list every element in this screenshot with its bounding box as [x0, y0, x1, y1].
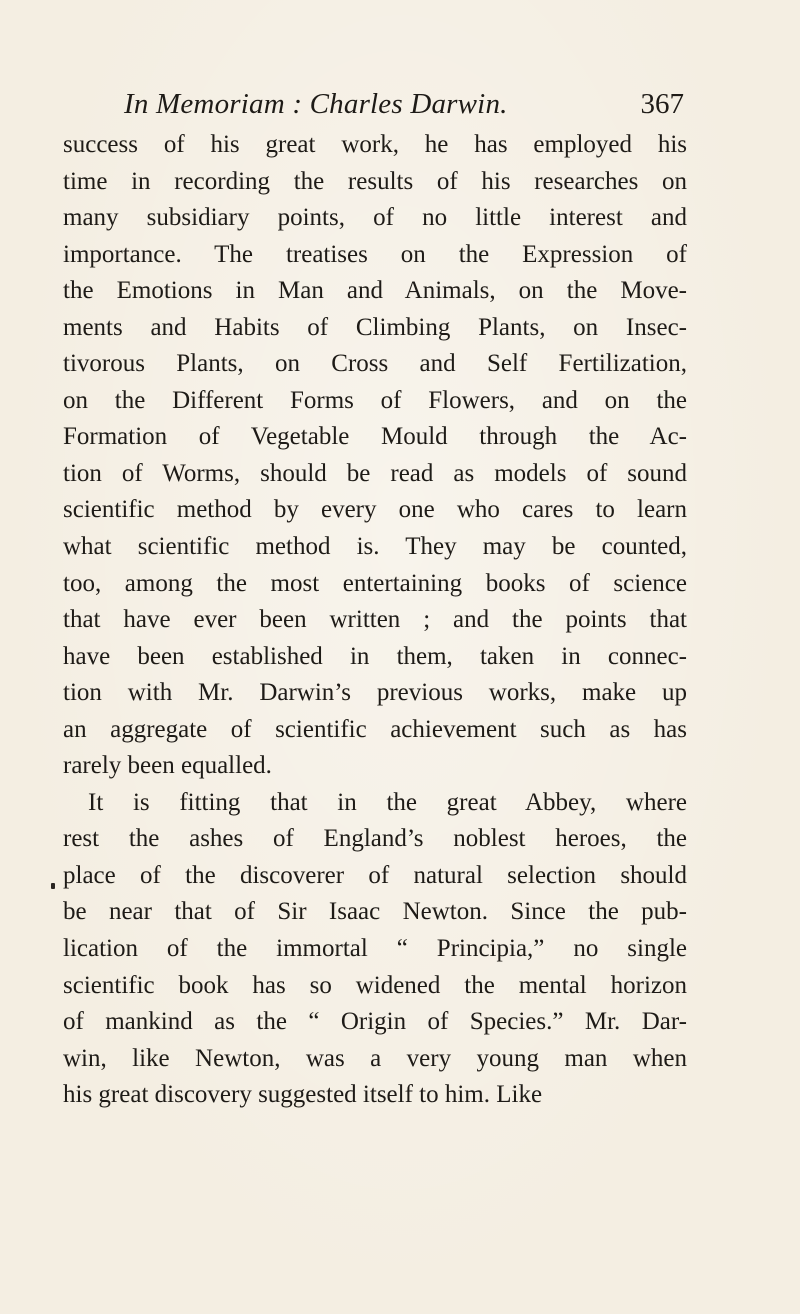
text-line: of mankind as the “ Origin of Species.” Mr. Dar-	[63, 1008, 687, 1036]
text-line: be near that of Sir Isaac Newton. Since the pub-	[63, 898, 687, 926]
text-line: rarely been equalled.	[63, 752, 272, 780]
text-line: that have ever been written ; and the points that	[63, 606, 687, 634]
text-line: scientific book has so widened the mental horizon	[63, 971, 687, 999]
running-head	[124, 84, 684, 124]
text-line: have been established in them, taken in connec-	[63, 642, 687, 670]
paragraph-2	[63, 785, 687, 1114]
text-line: place of the discoverer of natural selection should	[63, 861, 687, 889]
text-line: too, among the most entertaining books of science	[63, 569, 687, 597]
text-line: tion of Worms, should be read as models of sound	[63, 459, 687, 487]
text-line: what scientific method is. They may be counted,	[63, 533, 687, 561]
text-line: an aggregate of scientific achievement such as has	[63, 715, 687, 743]
text-line: the Emotions in Man and Animals, on the Move-	[63, 277, 687, 305]
text-line: on the Different Forms of Flowers, and on the	[63, 386, 687, 414]
text-line: tion with Mr. Darwin’s previous works, make up	[63, 679, 687, 707]
paragraph-1	[63, 127, 687, 785]
running-title: In Memoriam : Charles Darwin.	[124, 88, 508, 120]
body-text	[63, 127, 687, 1114]
ink-speck	[51, 883, 55, 889]
text-line: lication of the immortal “ Principia,” no single	[63, 935, 687, 963]
text-line: many subsidiary points, of no little interest and	[63, 204, 687, 232]
text-line: his great discovery suggested itself to him. Like	[63, 1081, 543, 1109]
text-line: ments and Habits of Climbing Plants, on Insec-	[63, 313, 687, 341]
page-number: 367	[640, 88, 684, 120]
text-line: tivorous Plants, on Cross and Self Fertilization,	[63, 350, 687, 378]
text-line: success of his great work, he has employed his	[63, 131, 687, 158]
text-line: time in recording the results of his researches on	[63, 167, 687, 195]
text-line: rest the ashes of England’s noblest heroes, the	[63, 825, 687, 853]
text-line: It is fitting that in the great Abbey, where	[88, 788, 687, 816]
text-line: scientific method by every one who cares to learn	[63, 496, 687, 524]
text-line: Formation of Vegetable Mould through the Ac-	[63, 423, 687, 451]
text-line: importance. The treatises on the Expression of	[63, 240, 687, 268]
text-line: win, like Newton, was a very young man when	[63, 1044, 687, 1072]
